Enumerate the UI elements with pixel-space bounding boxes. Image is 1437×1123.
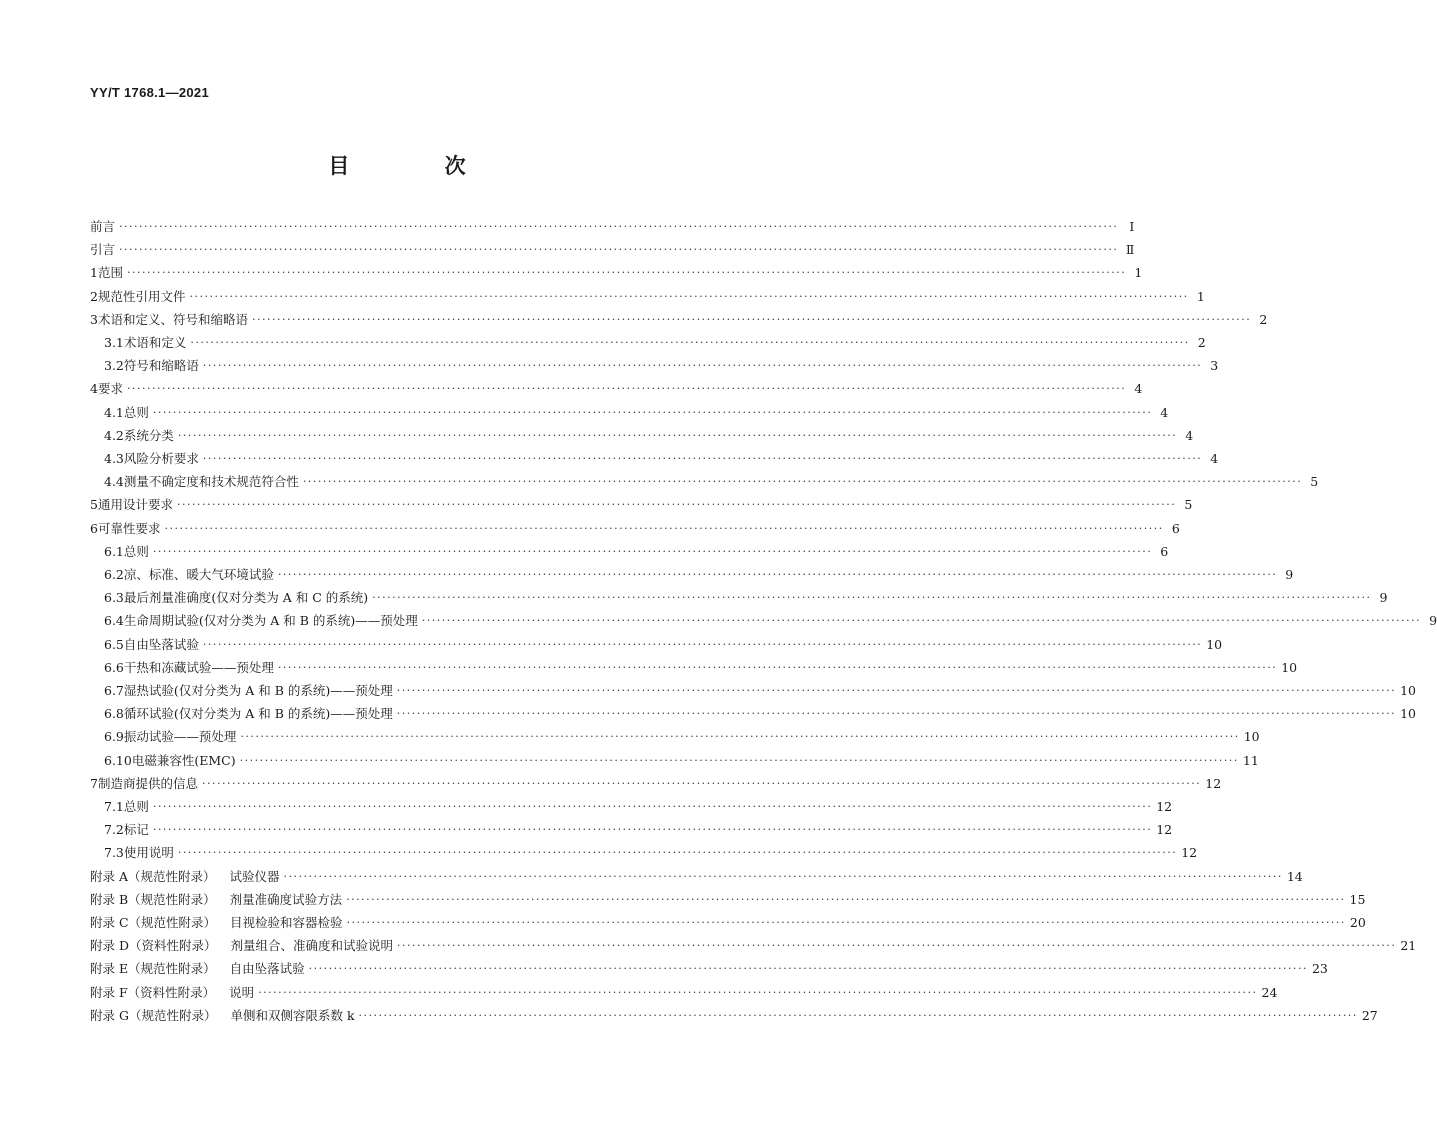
toc-entry-number: 7.2 — [104, 822, 124, 838]
toc-entry-title: 自由坠落试验 — [229, 961, 305, 977]
toc-entry-number: 4.4 — [104, 474, 124, 490]
toc-entry-page: 10 — [1281, 659, 1298, 675]
toc-entry-number: 6.4 — [104, 613, 124, 629]
toc-entry-page: 12 — [1205, 775, 1222, 791]
toc-entry-page: 10 — [1400, 683, 1416, 698]
toc-entry-title: 振动试验——预处理 — [123, 729, 237, 745]
toc-dot-leader: ········································································································································································································ — [396, 707, 1397, 721]
toc-entry-title: 标记 — [123, 822, 149, 838]
toc-entry-number: 附录 E（规范性附录） — [90, 961, 216, 977]
toc-entry[interactable] — [104, 611, 1437, 631]
toc-entry[interactable] — [104, 727, 1260, 747]
toc-entry-title: 前言 — [90, 219, 116, 234]
toc-entry-page: 4 — [1210, 451, 1219, 466]
toc-entry-number: 6.3 — [104, 590, 124, 606]
toc-entry-page: 15 — [1349, 891, 1366, 907]
toc-entry-title: 使用说明 — [123, 845, 174, 861]
toc-entry-page: 4 — [1185, 427, 1194, 443]
toc-entry-page: 12 — [1181, 845, 1198, 861]
toc-entry-number: 附录 B（规范性附录） — [90, 891, 216, 907]
toc-entry[interactable] — [90, 1006, 1378, 1026]
toc-entry-title: 总则 — [123, 543, 149, 559]
toc-dot-leader: ········································································································································································································ — [176, 498, 1177, 512]
toc-dot-leader: ········································································································································································································ — [202, 637, 1203, 651]
toc-entry-number: 3.2 — [104, 358, 124, 374]
toc-entry[interactable] — [90, 890, 1366, 910]
toc-dot-leader: ········································································································································································································ — [126, 382, 1127, 396]
toc-entry-number: 附录 A（规范性附录） — [90, 868, 216, 884]
page-title: 目 次 — [328, 154, 510, 178]
toc-entry[interactable] — [90, 936, 1417, 956]
toc-entry[interactable] — [104, 426, 1194, 446]
toc-entry-number: 附录 G（规范性附录） — [90, 1007, 217, 1023]
toc-entry[interactable] — [90, 867, 1303, 887]
toc-entry-number: 4.1 — [104, 404, 124, 420]
toc-dot-leader: ········································································································································································································ — [372, 591, 1372, 605]
toc-dot-leader: ········································································································································································································ — [251, 312, 1252, 326]
toc-entry-number: 6.10 — [104, 752, 132, 768]
toc-entry-number: 6.8 — [104, 706, 124, 722]
toc-entry-number: 7.1 — [104, 799, 124, 814]
toc-entry-title: 引言 — [90, 242, 116, 258]
document-code: YY/T 1768.1—2021 — [90, 85, 209, 100]
toc-entry[interactable] — [104, 681, 1416, 701]
toc-entry[interactable] — [104, 797, 1173, 817]
toc-dot-leader: ········································································································································································································ — [177, 428, 1178, 442]
toc-entry-number: 5 — [90, 497, 98, 513]
toc-entry-page: 14 — [1286, 868, 1303, 884]
toc-entry[interactable] — [104, 333, 1206, 353]
toc-entry[interactable] — [90, 959, 1328, 979]
toc-entry-number: 1 — [90, 265, 98, 281]
toc-entry-page: 6 — [1160, 543, 1169, 559]
toc-entry-page: 2 — [1259, 311, 1268, 327]
toc-dot-leader: ········································································································································································································ — [308, 962, 1308, 976]
toc-dot-leader: ········································································································································································································ — [164, 521, 1164, 535]
toc-entry-page: 9 — [1429, 613, 1437, 629]
toc-entry-title: 总则 — [123, 799, 149, 814]
toc-entry-number: 4.2 — [104, 427, 124, 443]
toc-dot-leader: ········································································································································································································ — [397, 939, 1397, 953]
toc-entry[interactable] — [104, 820, 1173, 840]
toc-entry-title: 剂量准确度试验方法 — [229, 891, 343, 907]
toc-entry[interactable] — [104, 356, 1219, 376]
toc-dot-leader: ········································································································································································································ — [152, 823, 1153, 837]
toc-dot-leader: ········································································································································································································ — [152, 405, 1153, 419]
toc-entry[interactable] — [90, 495, 1193, 515]
toc-entry[interactable] — [104, 588, 1388, 608]
toc-entry-page: 1 — [1196, 288, 1205, 304]
toc-dot-leader: ········································································································································································································ — [177, 846, 1178, 860]
toc-entry-number: 3.1 — [104, 335, 124, 350]
toc-dot-leader: ········································································································································································································ — [240, 730, 1240, 744]
toc-entry-title: 系统分类 — [123, 427, 174, 443]
toc-dot-leader: ········································································································································································································ — [346, 892, 1346, 906]
toc-entry-title: 试验仪器 — [229, 868, 280, 884]
toc-entry-page: 1 — [1134, 265, 1143, 281]
toc-entry-number: 6.2 — [104, 567, 124, 582]
toc-entry-title: 规范性引用文件 — [97, 288, 186, 304]
toc-entry[interactable] — [90, 287, 1205, 307]
toc-entry-page: Ⅱ — [1125, 242, 1135, 258]
toc-entry-title: 总则 — [123, 404, 149, 420]
toc-entry-title: 制造商提供的信息 — [97, 775, 198, 791]
toc-entry[interactable] — [104, 565, 1294, 585]
toc-dot-leader: ········································································································································································································ — [189, 289, 1189, 303]
toc-entry[interactable] — [104, 542, 1169, 562]
toc-entry[interactable] — [104, 403, 1169, 423]
toc-entry-page: 24 — [1261, 984, 1278, 1000]
toc-entry-title: 术语和定义、符号和缩略语 — [97, 311, 248, 327]
toc-entry-number: 7 — [90, 775, 98, 791]
toc-dot-leader: ········································································································································································································ — [126, 266, 1127, 280]
toc-entry[interactable] — [90, 519, 1180, 539]
toc-entry-page: 4 — [1134, 381, 1143, 397]
toc-entry-number: 4 — [90, 381, 98, 397]
toc-entry-title: 凉、标准、暖大气环境试验 — [123, 567, 274, 582]
toc-entry-number: 7.3 — [104, 845, 124, 861]
toc-entry-title: 生命周期试验(仅对分类为 A 和 B 的系统)——预处理 — [123, 613, 418, 629]
toc-entry-number: 2 — [90, 288, 98, 304]
toc-entry[interactable] — [104, 843, 1198, 863]
toc-entry-page: 3 — [1210, 358, 1219, 374]
toc-entry[interactable] — [104, 658, 1298, 678]
toc-entry-number: 6.1 — [104, 543, 124, 559]
toc-dot-leader: ········································································································································································································ — [421, 614, 1422, 628]
toc-entry-page: 4 — [1160, 404, 1169, 420]
toc-entry-title: 要求 — [97, 381, 123, 397]
toc-entry[interactable] — [104, 472, 1319, 492]
toc-entry-page: 21 — [1400, 938, 1417, 954]
toc-dot-leader: ········································································································································································································ — [239, 753, 1239, 767]
toc-dot-leader: ········································································································································································································ — [302, 475, 1303, 489]
toc-entry-title: 风险分析要求 — [123, 451, 199, 466]
toc-dot-leader: ········································································································································································································ — [201, 776, 1202, 790]
toc-entry[interactable] — [90, 774, 1222, 794]
toc-entry-page: 20 — [1349, 915, 1366, 930]
toc-entry-number: 4.3 — [104, 451, 124, 466]
toc-entry-page: 9 — [1285, 567, 1294, 582]
toc-dot-leader: ········································································································································································································ — [346, 916, 1346, 929]
toc-entry[interactable] — [90, 263, 1143, 283]
toc-entry-number: 6.6 — [104, 659, 124, 675]
toc-entry[interactable] — [90, 310, 1268, 330]
toc-entry-title: 电磁兼容性(EMC) — [131, 752, 236, 768]
toc-entry[interactable] — [104, 751, 1259, 771]
toc-dot-leader: ········································································································································································································ — [152, 800, 1153, 813]
toc-entry-page: 11 — [1242, 752, 1259, 768]
toc-entry[interactable] — [90, 983, 1278, 1003]
toc-entry-page: 12 — [1156, 822, 1173, 838]
toc-entry-number: 6.5 — [104, 636, 124, 652]
toc-entry[interactable] — [90, 379, 1143, 399]
toc-entry-page: 27 — [1361, 1007, 1378, 1023]
toc-dot-leader: ········································································································································································································ — [277, 660, 1278, 674]
toc-entry-title: 范围 — [97, 265, 123, 281]
toc-dot-leader: ········································································································································································································ — [258, 985, 1258, 999]
toc-dot-leader: ········································································································································································································ — [119, 220, 1119, 233]
toc-entry-title: 自由坠落试验 — [123, 636, 199, 652]
toc-entry-number: 6 — [90, 520, 98, 536]
toc-entry[interactable] — [90, 217, 1135, 237]
toc-entry[interactable] — [104, 449, 1219, 469]
toc-entry-title: 湿热试验(仅对分类为 A 和 B 的系统)——预处理 — [123, 683, 393, 698]
toc-entry-page: 10 — [1206, 636, 1223, 652]
toc-entry-title: 术语和定义 — [123, 335, 187, 350]
toc-entry-page: 5 — [1310, 474, 1319, 490]
toc-entry-number: 3 — [90, 311, 98, 327]
toc-dot-leader: ········································································································································································································ — [283, 869, 1283, 883]
toc-entry-number: 附录 F（资料性附录） — [90, 984, 216, 1000]
toc-entry-title: 说明 — [229, 984, 255, 1000]
toc-entry-title: 通用设计要求 — [97, 497, 173, 513]
toc-entry-page: Ⅰ — [1129, 219, 1135, 234]
toc-entry-page: 6 — [1171, 520, 1180, 536]
toc-entry-title: 剂量组合、准确度和试验说明 — [230, 938, 394, 954]
toc-entry[interactable] — [104, 635, 1223, 655]
toc-entry-title: 测量不确定度和技术规范符合性 — [123, 474, 299, 490]
toc-dot-leader: ········································································································································································································ — [358, 1008, 1358, 1022]
toc-entry-number: 附录 D（资料性附录） — [90, 938, 217, 954]
toc-dot-leader: ········································································································································································································ — [119, 243, 1119, 257]
toc-entry-page: 10 — [1243, 729, 1260, 745]
toc-entry-number: 6.9 — [104, 729, 124, 745]
toc-dot-leader: ········································································································································································································ — [202, 452, 1203, 465]
toc-dot-leader: ········································································································································································································ — [190, 336, 1190, 349]
toc-entry[interactable] — [90, 240, 1135, 260]
toc-entry-page: 5 — [1184, 497, 1193, 513]
toc-entry-number: 6.7 — [104, 683, 124, 698]
toc-dot-leader: ········································································································································································································ — [202, 359, 1203, 373]
toc-dot-leader: ········································································································································································································ — [152, 544, 1153, 558]
toc-entry-title: 可靠性要求 — [97, 520, 161, 536]
toc-dot-leader: ········································································································································································································ — [396, 684, 1397, 697]
toc-entry-page: 23 — [1311, 961, 1328, 977]
toc-entry-number: 附录 C（规范性附录） — [90, 915, 217, 930]
toc-entry-title: 干热和冻藏试验——预处理 — [123, 659, 274, 675]
toc-dot-leader: ········································································································································································································ — [277, 568, 1278, 581]
toc-entry-title: 单侧和双侧容限系数 k — [230, 1007, 355, 1023]
toc-entry-title: 循环试验(仅对分类为 A 和 B 的系统)——预处理 — [123, 706, 393, 722]
toc-entry-page: 10 — [1400, 706, 1416, 722]
toc-entry-title: 目视检验和容器检验 — [230, 915, 343, 930]
toc-entry-page: 12 — [1156, 799, 1173, 814]
toc-entry-page: 2 — [1197, 335, 1206, 350]
toc-entry[interactable] — [90, 913, 1366, 933]
toc-entry-title: 符号和缩略语 — [123, 358, 199, 374]
toc-entry-page: 9 — [1379, 590, 1388, 606]
toc-entry[interactable] — [104, 704, 1416, 724]
toc-entry-title: 最后剂量准确度(仅对分类为 A 和 C 的系统) — [123, 590, 369, 606]
